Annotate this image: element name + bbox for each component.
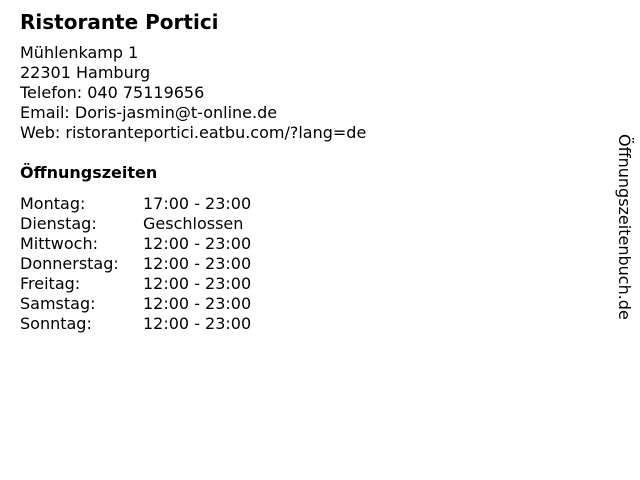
contact-block xyxy=(20,43,366,143)
time-value: 12:00 - 23:00 xyxy=(143,294,252,313)
time-value: Geschlossen xyxy=(143,214,244,233)
city-postal: 22301 Hamburg xyxy=(20,63,151,82)
day-label: Mittwoch: xyxy=(20,234,98,253)
time-value: 12:00 - 23:00 xyxy=(143,254,252,273)
email-address: Email: Doris-jasmin@t-online.de xyxy=(20,103,278,122)
day-label: Montag: xyxy=(20,194,86,213)
website-url: Web: ristoranteportici.eatbu.com/?lang=de xyxy=(20,123,367,142)
time-value: 12:00 - 23:00 xyxy=(143,274,252,293)
time-value: 12:00 - 23:00 xyxy=(143,314,252,333)
day-label: Samstag: xyxy=(20,294,96,313)
watermark-text: Öffnungszeitenbuch.de xyxy=(615,134,634,320)
day-label: Freitag: xyxy=(20,274,81,293)
street-address: Mühlenkamp 1 xyxy=(20,43,139,62)
day-label: Dienstag: xyxy=(20,214,97,233)
time-value: 17:00 - 23:00 xyxy=(143,194,252,213)
restaurant-name: Ristorante Portici xyxy=(20,10,219,34)
day-label: Donnerstag: xyxy=(20,254,119,273)
day-label: Sonntag: xyxy=(20,314,92,333)
phone-number: Telefon: 040 75119656 xyxy=(20,83,205,102)
opening-hours-heading: Öffnungszeiten xyxy=(20,163,158,182)
source-watermark xyxy=(614,134,634,364)
time-value: 12:00 - 23:00 xyxy=(143,234,252,253)
